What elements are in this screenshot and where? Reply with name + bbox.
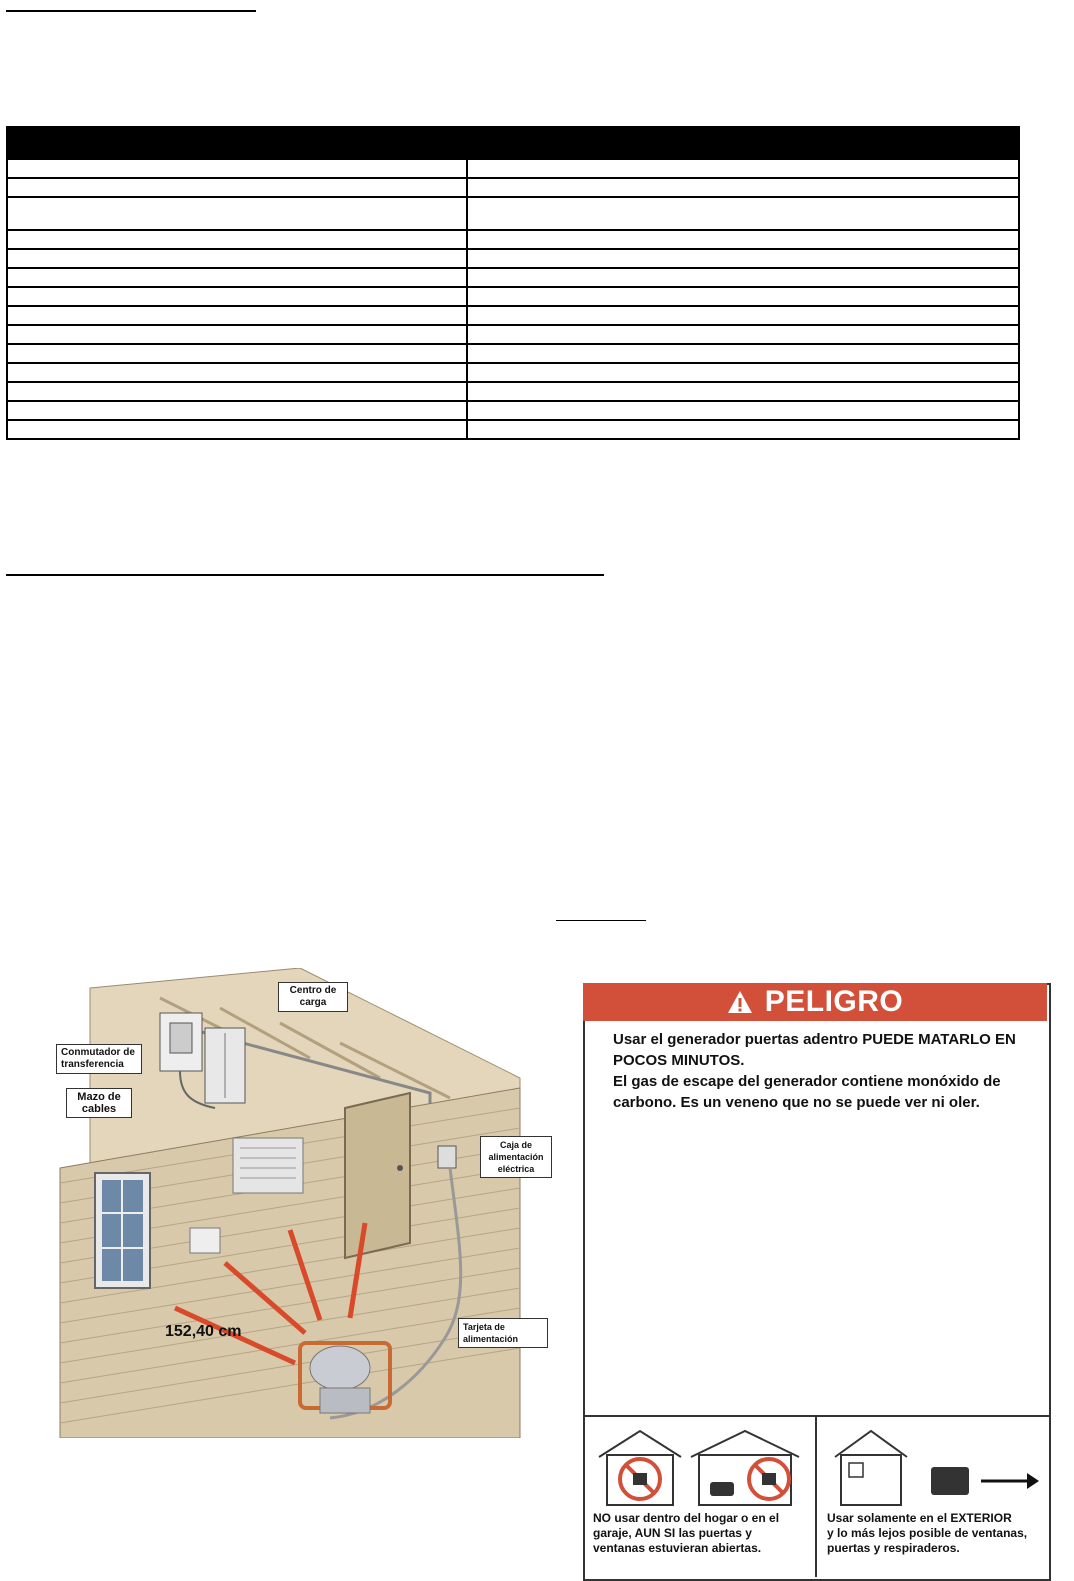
table-cell [7, 363, 467, 382]
table-cell [7, 287, 467, 306]
table-cell [7, 268, 467, 287]
caption-line: puertas y respiraderos. [827, 1541, 960, 1555]
danger-title: PELIGRO [764, 985, 904, 1018]
generator-installation-illustration [50, 968, 570, 1438]
table-cell [7, 178, 467, 197]
table-cell [7, 249, 467, 268]
caption-line: Usar solamente en el EXTERIOR [827, 1511, 1012, 1525]
table-cell [7, 344, 467, 363]
no-indoor-caption [593, 1511, 813, 1556]
table-cell [467, 363, 1019, 382]
table-row [7, 344, 1019, 363]
caption-line: ventanas estuvieran abiertas. [593, 1541, 762, 1555]
table-row [7, 420, 1019, 439]
table-cell [467, 249, 1019, 268]
table-row [7, 268, 1019, 287]
danger-line: El gas de escape del generador contiene monóxido de [613, 1073, 1001, 1090]
table-row [7, 382, 1019, 401]
table-row [7, 306, 1019, 325]
table-row [7, 178, 1019, 197]
outdoor-caption [827, 1511, 1049, 1556]
table-row [7, 230, 1019, 249]
table-row [7, 325, 1019, 344]
table-cell [467, 344, 1019, 363]
table-cell [7, 306, 467, 325]
caption-line: y lo más lejos posible de ventanas, [827, 1526, 1028, 1540]
table-row [7, 287, 1019, 306]
caption-line: garaje, AUN SI las puertas y [593, 1526, 752, 1540]
callout-power-box: Caja de alimentación eléctrica [480, 1136, 552, 1178]
table-cell [467, 306, 1019, 325]
table-cell [467, 325, 1019, 344]
outdoor-use-pictogram [831, 1427, 1043, 1507]
table-cell [467, 287, 1019, 306]
table-cell [7, 401, 467, 420]
table-header-cell [467, 127, 1019, 159]
table-cell [467, 382, 1019, 401]
danger-line: carbono. Es un veneno que no se puede ver ni oler. [613, 1094, 980, 1111]
table-cell [467, 230, 1019, 249]
table-cell [467, 178, 1019, 197]
no-indoor-use-pictogram [595, 1427, 811, 1507]
table-cell [467, 401, 1019, 420]
specifications-table [6, 126, 1020, 440]
danger-header [583, 983, 1047, 1021]
warning-triangle-icon [727, 990, 753, 1014]
table-cell [467, 159, 1019, 178]
table-row [7, 363, 1019, 382]
table-cell [7, 230, 467, 249]
callout-load-center: Centro de carga [278, 982, 348, 1012]
table-header-row [7, 127, 1019, 159]
house-drawing [50, 968, 570, 1438]
table-cell [7, 159, 467, 178]
table-cell [467, 197, 1019, 230]
table-cell [7, 325, 467, 344]
table-row [7, 159, 1019, 178]
danger-line: POCOS MINUTOS. [613, 1052, 745, 1069]
table-cell [7, 197, 467, 230]
distance-label: 152,40 cm [165, 1323, 242, 1340]
text-underline-small [556, 920, 646, 921]
heading-underline-middle [6, 574, 604, 576]
table-header-cell [7, 127, 467, 159]
table-cell [467, 420, 1019, 439]
table-row [7, 197, 1019, 230]
panel-divider-vertical [815, 1415, 817, 1577]
table-cell [7, 420, 467, 439]
callout-power-cord: Tarjeta de alimentación [458, 1318, 548, 1348]
table-row [7, 249, 1019, 268]
callout-transfer-switch: Conmutador de transferencia [56, 1044, 142, 1074]
danger-line: Usar el generador puertas adentro PUEDE MATARLO EN [613, 1031, 1016, 1048]
callout-wire-harness: Mazo de cables [66, 1088, 132, 1118]
caption-line: NO usar dentro del hogar o en el [593, 1511, 780, 1525]
danger-message [613, 1029, 1043, 1113]
table-cell [467, 268, 1019, 287]
table-row [7, 401, 1019, 420]
danger-label [583, 983, 1049, 1579]
table-cell [7, 382, 467, 401]
heading-underline-top [6, 10, 256, 12]
